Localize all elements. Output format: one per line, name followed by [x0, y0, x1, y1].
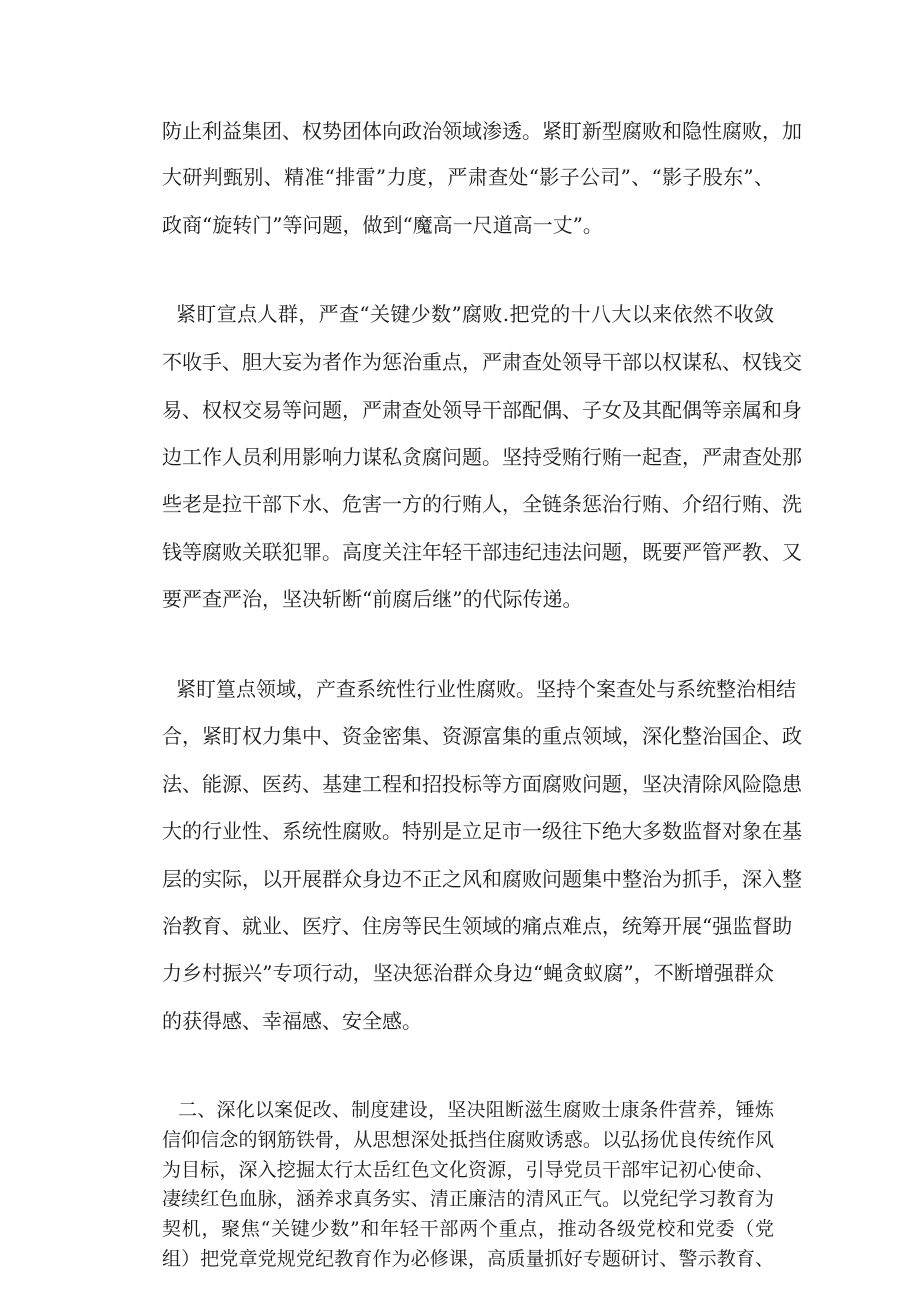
text-line: 治教育、就业、医疗、住房等民生领域的痛点难点，统筹开展“强监督助: [162, 914, 793, 938]
text-line: 紧盯宣点人群，严查“关键少数”腐败.把党的十八大以来依然不收敛: [176, 302, 774, 326]
text-line: 大研判甄别、精准“排雷”力度，严肃查处“影子公司”、“影子股东”、: [162, 165, 774, 189]
text-line: 合，紧盯权力集中、资金密集、资源富集的重点领域，深化整治国企、政: [162, 724, 802, 748]
text-line: 层的实际，以开展群众身边不正之风和腐败问题集中整治为抓手，深入整: [162, 867, 802, 891]
text-line: 凄续红色血脉，涵养求真务实、清正廉洁的清风正气。以党纪学习教育为: [162, 1188, 774, 1210]
text-line: 政商“旋转门”等问题，做到“魔高一尺道高一丈”。: [162, 213, 603, 237]
text-line: 组）把党章党规党纪教育作为必修课，高质量抓好专题研讨、警示教育、: [162, 1248, 774, 1270]
text-line: 些老是拉干部下水、危害一方的行贿人，全链条惩治行贿、介绍行贿、洗: [162, 492, 802, 516]
text-line: 的获得感、幸福感、安全感。: [162, 1009, 422, 1033]
text-line: 易、权权交易等问题，严肃查处领导干部配偶、子女及其配偶等亲属和身: [162, 398, 802, 422]
text-line: 边工作人员利用影响力谋私贪腐问题。坚持受贿行贿一起查，严肃查处那: [162, 445, 802, 469]
text-line: 力乡村振兴”专项行动，坚决惩治群众身边“蝇贪蚁腐”，不断增强群众: [162, 961, 774, 985]
text-line: 法、能源、医药、基建工程和招投标等方面腐败问题，坚决清除风险隐患: [162, 772, 802, 796]
text-line: 大的行业性、系统性腐败。特别是立足市一级往下绝大多数监督对象在基: [162, 819, 802, 843]
text-line: 契机，聚焦“关键少数”和年轻干部两个重点，推动各级党校和党委（党: [162, 1218, 774, 1240]
text-line: 紧盯篁点领域，产查系统性行业性腐败。坚持个案查处与系统整治相结: [176, 677, 796, 701]
text-line: 钱等腐败关联犯罪。高度关注年轻干部违纪违法问题，既要严管严教、又: [162, 540, 802, 564]
text-line: 信仰信念的钢筋铁骨，从思想深处抵挡住腐败诱惑。以弘扬优良传统作风: [162, 1129, 774, 1151]
text-line: 为目标，深入挖掘太行太岳红色文化资源，引导党员干部牢记初心使命、: [162, 1159, 774, 1181]
text-line: 防止利益集团、权势团体向政治领域渗透。紧盯新型腐败和隐性腐败，加: [162, 119, 802, 143]
text-line: 要严查严治，坚决斩断“前腐后继”的代际传递。: [162, 587, 583, 611]
text-line: 不收手、胆大妄为者作为惩治重点，严肃查处领导干部以权谋私、权钱交: [162, 350, 802, 374]
text-line: 二、深化以案促改、制度建设，坚决阻断滋生腐败士康条件营养，锤炼: [178, 1099, 774, 1121]
